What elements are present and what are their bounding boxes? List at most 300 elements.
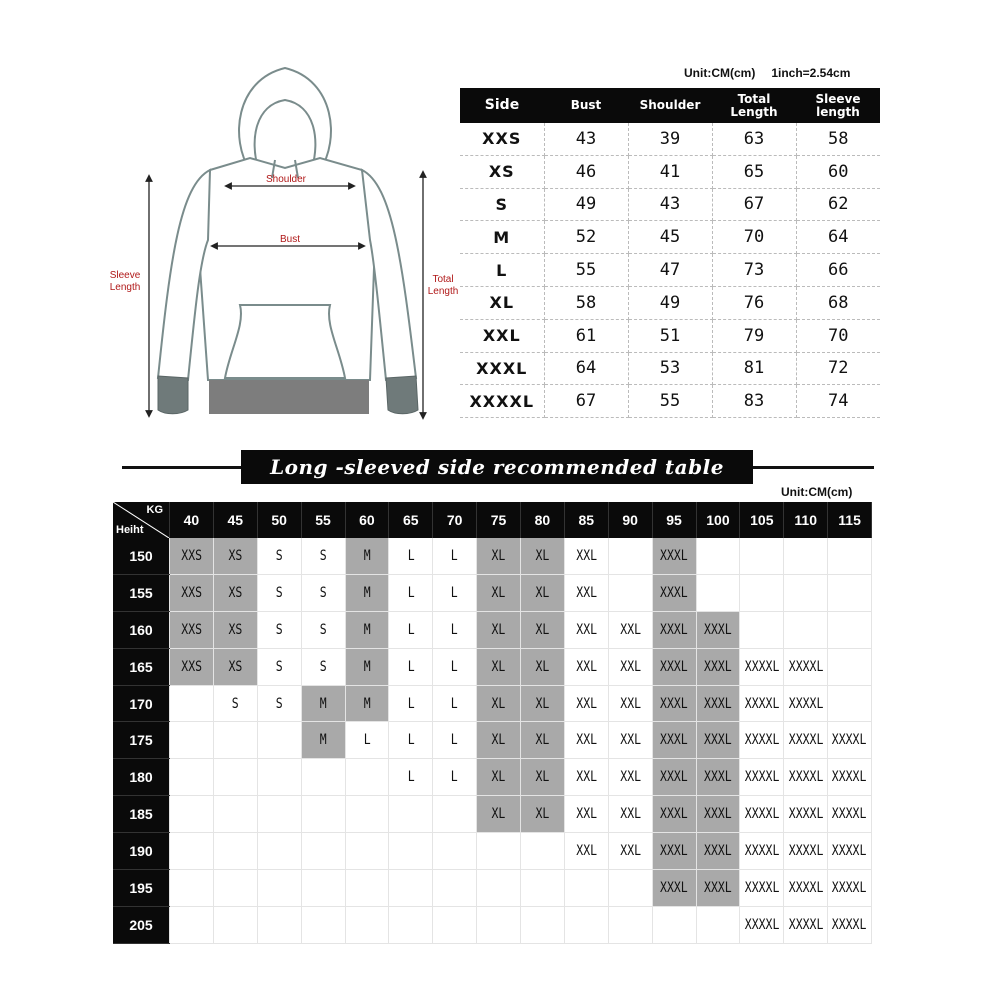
size-recommendation-cell: [213, 906, 257, 943]
size-recommendation-cell: [170, 722, 214, 759]
size-recommendation-cell: [696, 574, 740, 611]
size-recommendation-cell: [213, 759, 257, 796]
recommended-size: S: [275, 547, 283, 564]
size-name-cell: M: [460, 221, 544, 254]
size-recommendation-cell: [345, 796, 389, 833]
recommended-size: XXXXL: [832, 843, 867, 860]
recommended-size: XXXXL: [744, 658, 780, 675]
size-col-header: Side: [460, 88, 544, 123]
size-recommendation-cell: [257, 538, 301, 574]
size-recommendation-cell: [564, 722, 608, 759]
size-recommendation-cell: [301, 796, 345, 833]
left-cuff: [158, 376, 188, 414]
size-recommendation-cell: [828, 870, 872, 907]
recommended-size: XXXL: [704, 806, 732, 823]
recommended-size: XXXL: [660, 769, 688, 786]
size-recommendation-cell: [608, 870, 652, 907]
recommended-size: XXL: [619, 621, 641, 638]
size-name-cell: XXXL: [460, 352, 544, 385]
recommended-size: XXL: [575, 695, 597, 712]
size-recommendation-cell: [828, 538, 872, 574]
size-recommendation-cell: [652, 759, 696, 796]
size-value-cell: 52: [544, 221, 628, 254]
recommended-size: XXS: [181, 584, 202, 601]
size-recommendation-cell: [652, 722, 696, 759]
size-recommendation-cell: [608, 759, 652, 796]
size-recommendation-cell: [389, 574, 433, 611]
size-recommendation-cell: [389, 722, 433, 759]
recommended-size: XXXXL: [744, 769, 780, 786]
size-recommendation-cell: [784, 759, 828, 796]
recommended-size: XL: [535, 806, 550, 823]
size-value-cell: 55: [544, 254, 628, 287]
corner-height-label: Heiht: [116, 524, 144, 536]
recommended-size: XXXL: [704, 769, 732, 786]
size-recommendation-cell: [389, 611, 433, 648]
height-row: [113, 833, 872, 870]
size-recommendation-cell: [652, 574, 696, 611]
size-value-cell: 65: [712, 155, 796, 188]
weight-header: 105: [740, 502, 784, 538]
size-recommendation-cell: [301, 833, 345, 870]
size-recommendation-cell: [345, 648, 389, 685]
recommended-size: XXXXL: [788, 695, 823, 712]
size-recommendation-cell: [433, 722, 477, 759]
unit-text: Unit:CM(cm): [684, 66, 756, 80]
size-recommendation-cell: [213, 685, 257, 722]
size-recommendation-cell: [521, 759, 565, 796]
height-header: 180: [113, 759, 170, 796]
shoulder-label: Shoulder: [265, 174, 307, 185]
size-recommendation-cell: [521, 538, 565, 574]
size-recommendation-cell: [784, 906, 828, 943]
size-value-cell: 70: [796, 319, 880, 352]
size-recommendation-cell: [213, 648, 257, 685]
recommended-size: XXL: [619, 695, 641, 712]
size-value-cell: 58: [796, 123, 880, 155]
size-recommendation-cell: [784, 833, 828, 870]
recommended-size: M: [363, 621, 371, 638]
recommended-size: XXXL: [660, 806, 688, 823]
recommended-size: XXXXL: [788, 916, 823, 933]
size-recommendation-cell: [828, 759, 872, 796]
recommended-size: L: [407, 621, 415, 638]
weight-header: 110: [784, 502, 828, 538]
size-recommendation-cell: [784, 538, 828, 574]
size-recommendation-cell: [564, 796, 608, 833]
size-col-header: Sleeve length: [796, 88, 880, 123]
recommended-size: XXXL: [704, 658, 732, 675]
height-row: [113, 906, 872, 943]
size-recommendation-cell: [740, 796, 784, 833]
size-name-cell: L: [460, 254, 544, 287]
height-row: [113, 648, 872, 685]
size-recommendation-cell: [564, 574, 608, 611]
height-header: 175: [113, 722, 170, 759]
recommended-size: M: [363, 658, 371, 675]
recommended-size: XL: [491, 547, 506, 564]
recommended-size: XL: [535, 769, 550, 786]
size-recommendation-cell: [389, 833, 433, 870]
size-row: [460, 319, 880, 352]
size-recommendation-cell: [564, 870, 608, 907]
weight-header: 50: [257, 502, 301, 538]
size-recommendation-cell: [740, 574, 784, 611]
right-cuff: [386, 376, 418, 414]
size-recommendation-cell: [345, 538, 389, 574]
height-header: 190: [113, 833, 170, 870]
size-value-cell: 49: [628, 286, 712, 319]
size-recommendation-cell: [740, 648, 784, 685]
recommended-size: XL: [535, 732, 550, 749]
size-table-body: [460, 123, 880, 418]
size-recommendation-cell: [784, 648, 828, 685]
size-recommendation-cell: [477, 796, 521, 833]
size-recommendation-cell: [433, 648, 477, 685]
recommended-size: M: [363, 584, 371, 601]
size-recommendation-cell: [521, 648, 565, 685]
recommended-size: S: [319, 621, 327, 638]
recommended-size: XXXL: [660, 584, 688, 601]
height-row: [113, 574, 872, 611]
size-recommendation-cell: [257, 648, 301, 685]
size-recommendation-cell: [740, 611, 784, 648]
size-name-cell: S: [460, 188, 544, 221]
size-recommendation-cell: [477, 722, 521, 759]
size-recommendation-cell: [477, 906, 521, 943]
recommended-size: L: [451, 547, 459, 564]
size-value-cell: 76: [712, 286, 796, 319]
size-recommendation-cell: [740, 759, 784, 796]
size-recommendation-cell: [301, 685, 345, 722]
size-recommendation-cell: [170, 833, 214, 870]
size-recommendation-cell: [213, 611, 257, 648]
height-header: 155: [113, 574, 170, 611]
recommend-table: [113, 502, 872, 944]
size-recommendation-cell: [477, 611, 521, 648]
recommended-size: S: [319, 658, 327, 675]
size-recommendation-cell: [784, 685, 828, 722]
recommended-size: L: [451, 584, 459, 601]
recommended-size: XXXXL: [788, 769, 823, 786]
recommended-size: XL: [491, 658, 506, 675]
size-row: [460, 188, 880, 221]
recommended-size: XXXXL: [744, 732, 780, 749]
recommended-size: S: [275, 658, 283, 675]
size-recommendation-cell: [213, 538, 257, 574]
size-recommendation-cell: [828, 833, 872, 870]
weight-header: 115: [828, 502, 872, 538]
size-recommendation-cell: [696, 833, 740, 870]
size-recommendation-cell: [784, 870, 828, 907]
height-header: 185: [113, 796, 170, 833]
recommended-size: XXXL: [704, 843, 732, 860]
size-recommendation-cell: [521, 574, 565, 611]
size-recommendation-cell: [696, 685, 740, 722]
size-recommendation-cell: [564, 906, 608, 943]
size-recommendation-cell: [608, 648, 652, 685]
recommended-size: XXXL: [704, 695, 732, 712]
size-recommendation-cell: [740, 685, 784, 722]
size-recommendation-cell: [301, 574, 345, 611]
size-recommendation-cell: [652, 648, 696, 685]
size-recommendation-cell: [564, 648, 608, 685]
size-value-cell: 73: [712, 254, 796, 287]
recommended-size: L: [363, 732, 371, 749]
recommended-size: XS: [228, 547, 243, 564]
recommended-size: XS: [228, 584, 243, 601]
height-header: 195: [113, 870, 170, 907]
recommended-size: S: [319, 584, 327, 601]
total-label-2: Length: [427, 286, 459, 297]
size-recommendation-cell: [828, 796, 872, 833]
size-value-cell: 64: [796, 221, 880, 254]
recommended-size: XXL: [619, 658, 641, 675]
size-recommendation-cell: [345, 759, 389, 796]
recommended-size: XXL: [575, 769, 597, 786]
hoodie-diagram: [100, 60, 470, 430]
size-recommendation-cell: [608, 906, 652, 943]
height-header: 170: [113, 685, 170, 722]
recommended-size: L: [407, 547, 415, 564]
size-recommendation-cell: [433, 759, 477, 796]
recommended-size: XXXXL: [832, 806, 867, 823]
recommended-size: XXXXL: [788, 879, 823, 896]
size-recommendation-cell: [696, 611, 740, 648]
recommended-size: L: [451, 658, 459, 675]
recommended-size: XXXXL: [832, 769, 867, 786]
size-recommendation-cell: [608, 574, 652, 611]
size-recommendation-cell: [301, 611, 345, 648]
size-value-cell: 58: [544, 286, 628, 319]
size-recommendation-cell: [477, 574, 521, 611]
recommended-size: XL: [535, 621, 550, 638]
recommended-size: XXXXL: [744, 916, 780, 933]
size-name-cell: XS: [460, 155, 544, 188]
size-recommendation-cell: [828, 722, 872, 759]
corner-kg-label: KG: [146, 504, 163, 516]
recommended-size: XXXL: [704, 732, 732, 749]
height-header: 160: [113, 611, 170, 648]
size-recommendation-cell: [477, 759, 521, 796]
size-recommendation-cell: [257, 685, 301, 722]
size-recommendation-cell: [170, 906, 214, 943]
size-recommendation-cell: [301, 870, 345, 907]
size-recommendation-cell: [828, 648, 872, 685]
size-recommendation-cell: [521, 796, 565, 833]
size-recommendation-cell: [477, 870, 521, 907]
recommended-size: XXXXL: [788, 658, 823, 675]
size-recommendation-cell: [696, 796, 740, 833]
weight-header: 95: [652, 502, 696, 538]
size-recommendation-cell: [389, 759, 433, 796]
size-recommendation-cell: [608, 833, 652, 870]
size-value-cell: 51: [628, 319, 712, 352]
recommended-size: XXL: [575, 584, 597, 601]
size-recommendation-cell: [740, 870, 784, 907]
recommended-size: XXXXL: [744, 806, 780, 823]
weight-header: 100: [696, 502, 740, 538]
size-recommendation-cell: [652, 870, 696, 907]
size-recommendation-cell: [652, 611, 696, 648]
recommended-size: L: [451, 621, 459, 638]
weight-header: 45: [213, 502, 257, 538]
size-recommendation-cell: [301, 538, 345, 574]
size-recommendation-cell: [433, 611, 477, 648]
size-value-cell: 45: [628, 221, 712, 254]
recommended-size: L: [407, 584, 415, 601]
size-recommendation-cell: [828, 611, 872, 648]
recommended-size: XXL: [575, 732, 597, 749]
size-recommendation-cell: [389, 538, 433, 574]
size-value-cell: 60: [796, 155, 880, 188]
size-recommendation-cell: [257, 574, 301, 611]
size-recommendation-cell: [652, 906, 696, 943]
size-recommendation-cell: [433, 870, 477, 907]
size-recommendation-cell: [433, 906, 477, 943]
hoodie-waistband: [209, 380, 369, 414]
height-row: [113, 685, 872, 722]
height-row: [113, 759, 872, 796]
size-col-header: Total Length: [712, 88, 796, 123]
size-recommendation-cell: [433, 574, 477, 611]
recommended-size: XXL: [575, 621, 597, 638]
recommended-size: XXXXL: [832, 732, 867, 749]
recommended-size: L: [407, 732, 415, 749]
size-value-cell: 53: [628, 352, 712, 385]
size-recommendation-cell: [213, 870, 257, 907]
recommended-size: XL: [491, 621, 506, 638]
size-recommendation-cell: [696, 538, 740, 574]
sleeve-label-1: Sleeve: [109, 270, 141, 281]
weight-header: 70: [433, 502, 477, 538]
recommended-size: XXXXL: [788, 806, 823, 823]
recommended-size: XL: [491, 584, 506, 601]
recommended-size: XXS: [181, 621, 202, 638]
recommended-size: XXXXL: [832, 879, 867, 896]
size-recommendation-cell: [345, 833, 389, 870]
recommended-size: XL: [491, 695, 506, 712]
recommended-size: XXL: [619, 732, 641, 749]
bust-label: Bust: [279, 234, 301, 245]
size-recommendation-cell: [257, 906, 301, 943]
recommend-table-title: Long -sleeved side recommended table: [241, 450, 753, 484]
size-recommendation-cell: [652, 796, 696, 833]
size-recommendation-cell: [257, 722, 301, 759]
size-value-cell: 55: [628, 385, 712, 418]
size-recommendation-cell: [652, 833, 696, 870]
size-row: [460, 155, 880, 188]
size-name-cell: XXL: [460, 319, 544, 352]
size-recommendation-cell: [170, 796, 214, 833]
recommended-size: M: [319, 695, 327, 712]
recommended-size: XL: [491, 806, 506, 823]
recommended-size: XXL: [575, 658, 597, 675]
recommended-size: XS: [228, 621, 243, 638]
size-recommendation-cell: [564, 611, 608, 648]
size-recommendation-cell: [696, 759, 740, 796]
size-recommendation-cell: [784, 574, 828, 611]
size-row: [460, 352, 880, 385]
recommended-size: XXS: [181, 547, 202, 564]
conversion-text: 1inch=2.54cm: [771, 66, 851, 80]
size-recommendation-cell: [213, 796, 257, 833]
size-value-cell: 63: [712, 123, 796, 155]
size-recommendation-cell: [257, 833, 301, 870]
size-recommendation-cell: [301, 759, 345, 796]
recommended-size: XXS: [181, 658, 202, 675]
recommended-size: L: [451, 695, 459, 712]
size-recommendation-cell: [433, 796, 477, 833]
recommended-size: XXXXL: [832, 916, 867, 933]
size-recommendation-cell: [608, 722, 652, 759]
size-value-cell: 43: [544, 123, 628, 155]
weight-header-row: [113, 502, 872, 538]
height-header: 150: [113, 538, 170, 574]
recommend-table-unit: Unit:CM(cm): [781, 485, 853, 499]
size-recommendation-cell: [477, 833, 521, 870]
size-recommendation-cell: [213, 833, 257, 870]
size-recommendation-cell: [564, 538, 608, 574]
size-recommendation-cell: [213, 722, 257, 759]
size-recommendation-cell: [433, 538, 477, 574]
size-value-cell: 74: [796, 385, 880, 418]
recommended-size: XXXXL: [788, 732, 823, 749]
height-header: 205: [113, 906, 170, 943]
size-table: [460, 88, 880, 418]
recommended-size: S: [275, 621, 283, 638]
size-value-cell: 43: [628, 188, 712, 221]
size-col-header: Shoulder: [628, 88, 712, 123]
weight-header: 40: [170, 502, 214, 538]
size-recommendation-cell: [170, 648, 214, 685]
size-table-header: [460, 88, 880, 123]
size-value-cell: 70: [712, 221, 796, 254]
weight-header: 80: [521, 502, 565, 538]
recommended-size: XXXXL: [744, 843, 780, 860]
size-recommendation-cell: [345, 722, 389, 759]
size-recommendation-cell: [170, 759, 214, 796]
size-recommendation-cell: [521, 870, 565, 907]
recommended-size: M: [363, 547, 371, 564]
size-recommendation-cell: [696, 722, 740, 759]
size-value-cell: 47: [628, 254, 712, 287]
size-recommendation-cell: [521, 685, 565, 722]
size-row: [460, 385, 880, 418]
size-recommendation-cell: [389, 648, 433, 685]
size-value-cell: 41: [628, 155, 712, 188]
recommended-size: S: [319, 547, 327, 564]
size-name-cell: XL: [460, 286, 544, 319]
size-recommendation-cell: [784, 796, 828, 833]
size-value-cell: 39: [628, 123, 712, 155]
height-row: [113, 611, 872, 648]
recommended-size: XXL: [575, 843, 597, 860]
recommended-size: XXL: [619, 769, 641, 786]
weight-header: 65: [389, 502, 433, 538]
size-recommendation-cell: [345, 574, 389, 611]
size-recommendation-cell: [608, 538, 652, 574]
size-col-header: Bust: [544, 88, 628, 123]
size-recommendation-cell: [170, 538, 214, 574]
recommended-size: XXXXL: [744, 879, 780, 896]
size-recommendation-cell: [389, 796, 433, 833]
size-recommendation-cell: [345, 870, 389, 907]
size-row: [460, 254, 880, 287]
size-recommendation-cell: [433, 685, 477, 722]
weight-header: 75: [477, 502, 521, 538]
recommended-size: XL: [491, 732, 506, 749]
